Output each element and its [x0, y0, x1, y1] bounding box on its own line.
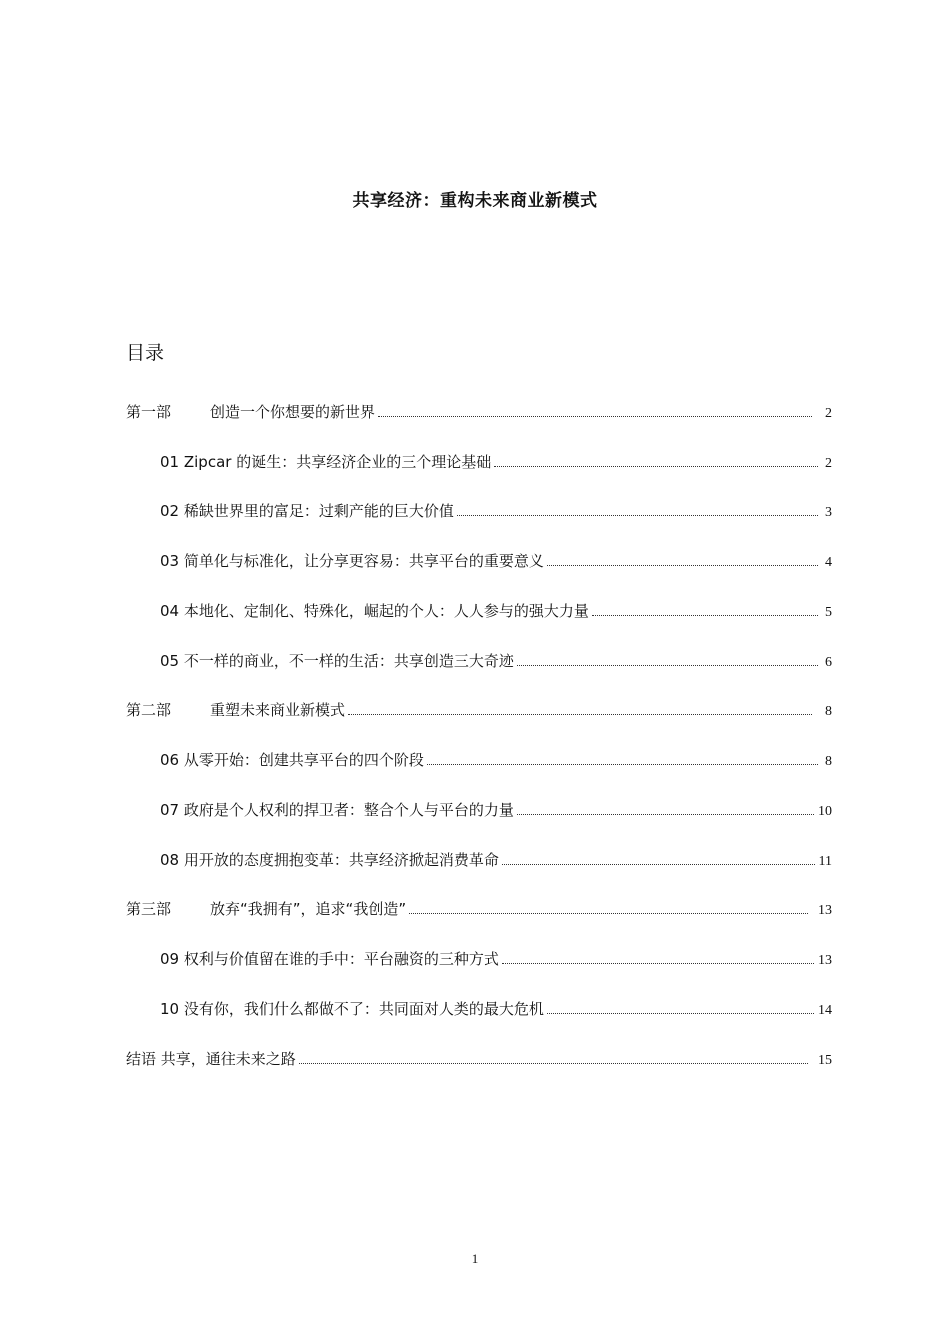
toc-entry-title: 05 不一样的商业，不一样的生活：共享创造三大奇迹: [160, 651, 514, 670]
toc-entry-line: [126, 849, 832, 873]
toc-entry-line: [126, 898, 832, 922]
toc-entry-line: [126, 451, 832, 475]
toc-entry-title: 结语 共享，通往未来之路: [126, 1049, 296, 1068]
toc-entry-title: 07 政府是个人权利的捍卫者：整合个人与平台的力量: [160, 800, 514, 819]
toc-part-entry[interactable]: [126, 388, 832, 438]
toc-page-number: 3: [825, 505, 832, 521]
toc-part-number: 第一部: [126, 402, 172, 421]
toc-part-number: 第三部: [126, 900, 172, 919]
toc-chapter-entry[interactable]: [126, 935, 832, 985]
toc-entry-title: 10 没有你，我们什么都做不了：共同面对人类的最大危机: [160, 999, 544, 1018]
toc-page-number: 4: [825, 555, 832, 571]
toc-page-number: 8: [825, 704, 832, 720]
toc-dot-leader: [517, 814, 814, 815]
toc-dot-leader: [502, 864, 815, 865]
toc-entry-title: 06 从零开始：创建共享平台的四个阶段: [160, 751, 424, 770]
toc-entry-line: [126, 799, 832, 823]
toc-entry-line: [126, 749, 832, 773]
toc-entry-title: 04 本地化、定制化、特殊化，崛起的个人：人人参与的强大力量: [160, 601, 589, 620]
toc-entry-title: 03 简单化与标准化，让分享更容易：共享平台的重要意义: [160, 552, 544, 571]
toc-entry-title: 08 用开放的态度拥抱变革：共享经济掀起消费革命: [160, 850, 499, 869]
toc-entry-title: 创造一个你想要的新世界: [210, 402, 376, 421]
toc-dot-leader: [517, 665, 818, 666]
toc-dot-leader: [547, 1013, 814, 1014]
toc-heading: 目录: [126, 342, 165, 364]
toc-page-number: 11: [818, 853, 832, 869]
toc-dot-leader: [547, 565, 818, 566]
toc-page-number: 15: [818, 1052, 832, 1068]
toc-entry-title: 放弃“我拥有”，追求“我创造”: [210, 900, 407, 919]
toc-dot-leader: [427, 764, 818, 765]
toc-page-number: 5: [825, 604, 832, 620]
toc-chapter-entry[interactable]: [126, 836, 832, 886]
toc-entry-line: [126, 998, 832, 1022]
toc-chapter-entry[interactable]: [126, 637, 832, 687]
toc-page-number: 13: [818, 953, 832, 969]
toc-page-number: 14: [818, 1002, 832, 1018]
page-number: 1: [471, 1251, 479, 1266]
toc-dot-leader: [457, 515, 818, 516]
toc-chapter-entry[interactable]: [126, 736, 832, 786]
toc-dot-leader: [348, 714, 812, 715]
toc-chapter-entry[interactable]: [126, 488, 832, 538]
toc-entry-title: 09 权利与价值留在谁的手中：平台融资的三种方式: [160, 950, 499, 969]
toc-part-number: 第二部: [126, 701, 172, 720]
toc-dot-leader: [494, 466, 818, 467]
toc-page-number: 2: [825, 405, 832, 421]
toc-part-entry[interactable]: [126, 687, 832, 737]
toc-chapter-entry[interactable]: [126, 537, 832, 587]
toc-entry-line: [126, 600, 832, 624]
toc-chapter-entry[interactable]: [126, 786, 832, 836]
toc-entry-line: [126, 500, 832, 524]
toc-chapter-entry[interactable]: [126, 438, 832, 488]
toc-entry-line: [126, 650, 832, 674]
toc-dot-leader: [409, 913, 808, 914]
toc-page-number: 10: [818, 803, 832, 819]
toc-entry-line: [126, 1048, 832, 1072]
toc-page-number: 13: [818, 903, 832, 919]
toc-entry-title: 01 Zipcar 的诞生：共享经济企业的三个理论基础: [160, 452, 492, 471]
toc-entry-line: [126, 948, 832, 972]
toc-part-entry[interactable]: [126, 886, 832, 936]
toc-dot-leader: [592, 615, 818, 616]
toc-part-entry[interactable]: [126, 1035, 832, 1085]
toc-page-number: 6: [825, 654, 832, 670]
table-of-contents: [126, 388, 832, 1085]
toc-chapter-entry[interactable]: [126, 985, 832, 1035]
toc-page-number: 8: [825, 754, 832, 770]
toc-entry-line: [126, 550, 832, 574]
toc-entry-line: [126, 699, 832, 723]
toc-entry-title: 02 稀缺世界里的富足：过剩产能的巨大价值: [160, 502, 454, 521]
toc-page-number: 2: [825, 455, 832, 471]
toc-entry-line: [126, 401, 832, 425]
toc-dot-leader: [502, 963, 814, 964]
toc-dot-leader: [299, 1063, 808, 1064]
document-title: 共享经济：重构未来商业新模式: [352, 191, 598, 211]
toc-chapter-entry[interactable]: [126, 587, 832, 637]
toc-entry-title: 重塑未来商业新模式: [210, 701, 346, 720]
toc-dot-leader: [378, 416, 812, 417]
